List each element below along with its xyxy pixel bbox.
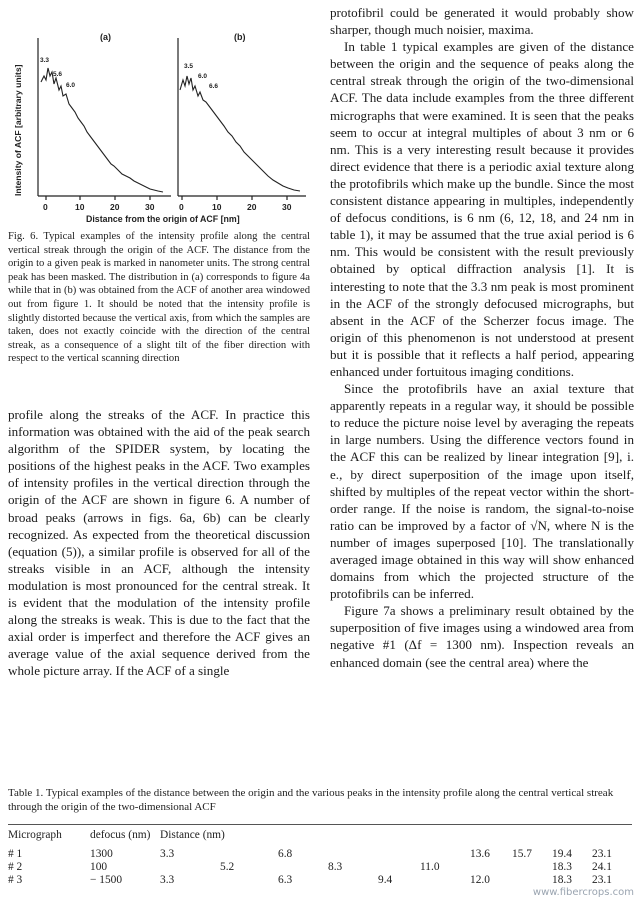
table-row (8, 848, 632, 861)
table-cell: 5.2 (220, 861, 235, 873)
table-cell: 6.8 (278, 848, 293, 860)
peak-label-b2: 6.0 (198, 73, 208, 80)
table-cell: 1300 (90, 848, 113, 860)
panel-b-axes (178, 38, 306, 200)
table-1 (8, 786, 632, 887)
tick-a-30: 30 (145, 202, 155, 212)
table-cell: # 3 (8, 874, 23, 886)
right-paragraph-4: Figure 7a shows a preliminary result obtained by the superposition of five images using a windowed area from negative #1 (Δf = 1300 nm). Inspection reveals an enhanced domain (see the central area) where the (330, 603, 634, 670)
panel-a-label: (a) (100, 32, 111, 42)
table-header-row (8, 825, 632, 848)
panel-a-axes (38, 38, 171, 200)
table-cell: # 1 (8, 848, 23, 860)
table-cell (512, 874, 552, 887)
tick-a-20: 20 (110, 202, 120, 212)
right-column (330, 4, 634, 671)
table-cell: − 1500 (90, 874, 123, 886)
header-micrograph: Micrograph (8, 829, 62, 841)
table-cell: # 2 (8, 861, 23, 873)
panel-a-curve (41, 68, 163, 192)
table-cell (470, 861, 512, 874)
table-row (8, 874, 632, 887)
right-paragraph-1: protofibril could be generated it would probably show sharper, though much noisier, maxima. (330, 5, 634, 38)
table-cell: 19.4 (552, 848, 572, 860)
table-cell (160, 861, 220, 874)
panel-b-label: (b) (234, 32, 246, 42)
header-defocus: defocus (nm) (90, 829, 151, 841)
table-cell: 23.1 (592, 848, 612, 860)
table-cell: 8.3 (328, 861, 343, 873)
table-cell: 23.1 (592, 874, 612, 886)
right-paragraph-3: Since the protofibrils have an axial texture that apparently repeats in a regular way, it should be possible to reduce the picture noise level by averaging the repeats in large numbers. Using the difference vectors found in the ACF this can be realized by linear integration [9], i. e., by direct superposition of the image upon itself, shifted by multiples of the repeat vector within the short-order range. If the noise is random, the signal-to-noise ratio can be improved by a factor of √N, where N is the number of images superposed [10]. The translationally averaged image obtained in this way will show enhanced domains from which the projected structure of the protofibrils can be inferred. (330, 381, 634, 602)
table-cell: 6.3 (278, 874, 293, 886)
table-cell: 15.7 (512, 848, 532, 860)
table-cell (512, 861, 552, 874)
table-cell: 18.3 (552, 861, 572, 873)
peak-label-b1: 3.5 (184, 63, 194, 70)
watermark: www.fibercrops.com (532, 887, 634, 898)
left-column-paragraph: profile along the streaks of the ACF. In practice this information was obtained with the aid of the peak search algorithm of the SPIDER system, by locating the positions of the highest peaks in the ACF. Two examples of intensity profiles in the vertical direction through the origin of the ACF are shown in figure 6. A number of broad peaks (arrows in figs. 6a, 6b) can be clearly recognized. As expected from the theoretical discussion (equation (5)), a similar profile is observed for all of the streaks visible in an ACF, although the intensity modulation is most pronounced for the central streak. It is evident that the modulation of the intensity profile along the streaks is weak. This is due to the fact that the axial order is imperfect and therefore the ACF gives an average value of the axial sequence derived from the whole picture array. If the ACF of a single (8, 407, 310, 679)
right-paragraph-2: In table 1 typical examples are given of the distance between the origin and the sequence of peaks along the central streak through the origin of the two-dimensional ACF. The data include examples from the three different micrographs that were examined. It is seen that the peaks seem to occur at integral multiples of about 3 nm or 6 nm. This is a very interesting result because it provides direct evidence that there is a periodic axial texture along the protofibrils which make up the bundle. Since the most consistent distance appearing in multiples, independently of defocus conditions, is 6 nm (6, 12, 18, and 24 nm in table 1), it may be assumed that the true axial period is 6 nm. This would be consistent with the result previously obtained by optical diffraction analysis [1]. It is interesting to note that the 3.3 nm peak is most prominent in the ACF of the strongly defocused micrographs, but absent in the ACF of the Scherzer focus image. The origin of this phenomenon is not understood at present but it is possible that it reflects a half period, appearing enhanced under fortuitous imaging conditions. (330, 39, 634, 379)
table-cell: 3.3 (160, 848, 175, 860)
y-axis-label: Intensity of ACF [arbitrary units] (13, 64, 23, 196)
table-row (8, 861, 632, 874)
table-caption: Table 1. Typical examples of the distance between the origin and the various peaks in the intensity profile along the central vertical streak through the origin of the two-dimensional ACF (8, 787, 614, 813)
x-axis-label: Distance from the origin of ACF [nm] (86, 214, 240, 224)
table-cell: 12.0 (470, 874, 490, 886)
figure-6-plots (8, 6, 310, 224)
table-cell: 13.6 (470, 848, 490, 860)
tick-a-0: 0 (43, 202, 48, 212)
figure-6 (8, 6, 310, 366)
table-cell (378, 861, 420, 874)
peak-label-b3: 6.6 (209, 83, 219, 90)
table-cell (278, 861, 328, 874)
tick-b-10: 10 (212, 202, 222, 212)
panel-b-curve (180, 76, 300, 191)
acf-profile-plots (8, 6, 310, 224)
table-cell (328, 874, 378, 887)
table-cell: 100 (90, 861, 108, 873)
left-column (8, 406, 310, 680)
table-cell (220, 848, 278, 861)
table-cell: 24.1 (592, 861, 612, 873)
table-cell (420, 848, 470, 861)
distance-table (8, 825, 632, 887)
table-cell: 9.4 (378, 874, 393, 886)
peak-label-a2: 5.6 (53, 71, 63, 78)
peak-label-a3: 6.0 (66, 82, 76, 89)
figure-6-caption: Fig. 6. Typical examples of the intensity profile along the central vertical streak through the origin of the ACF. The distance from the origin to a given peak is marked in nanometer units. The strong central peak has been masked. The distribution in (a) corresponds to figure 4a while that in (b) was obtained from the ACF of another area windowed out from figure 1. It should be noted that the intensity profile is slightly distorted because the vertical axis, from which the samples are taken, does not exactly coincide with the direction of the central streak, as a consequence of a slight tilt of the fiber direction with respect to the vertical scanning direction (8, 231, 310, 365)
table-cell: 11.0 (420, 861, 440, 873)
tick-a-10: 10 (75, 202, 85, 212)
header-distance: Distance (nm) (160, 829, 225, 841)
tick-b-0: 0 (179, 202, 184, 212)
table-cell (378, 848, 420, 861)
peak-label-a1: 3.3 (40, 57, 50, 64)
tick-b-30: 30 (282, 202, 292, 212)
table-cell: 18.3 (552, 874, 572, 886)
table-cell (220, 874, 278, 887)
table-cell (328, 848, 378, 861)
table-cell: 3.3 (160, 874, 175, 886)
tick-b-20: 20 (247, 202, 257, 212)
table-cell (420, 874, 470, 887)
